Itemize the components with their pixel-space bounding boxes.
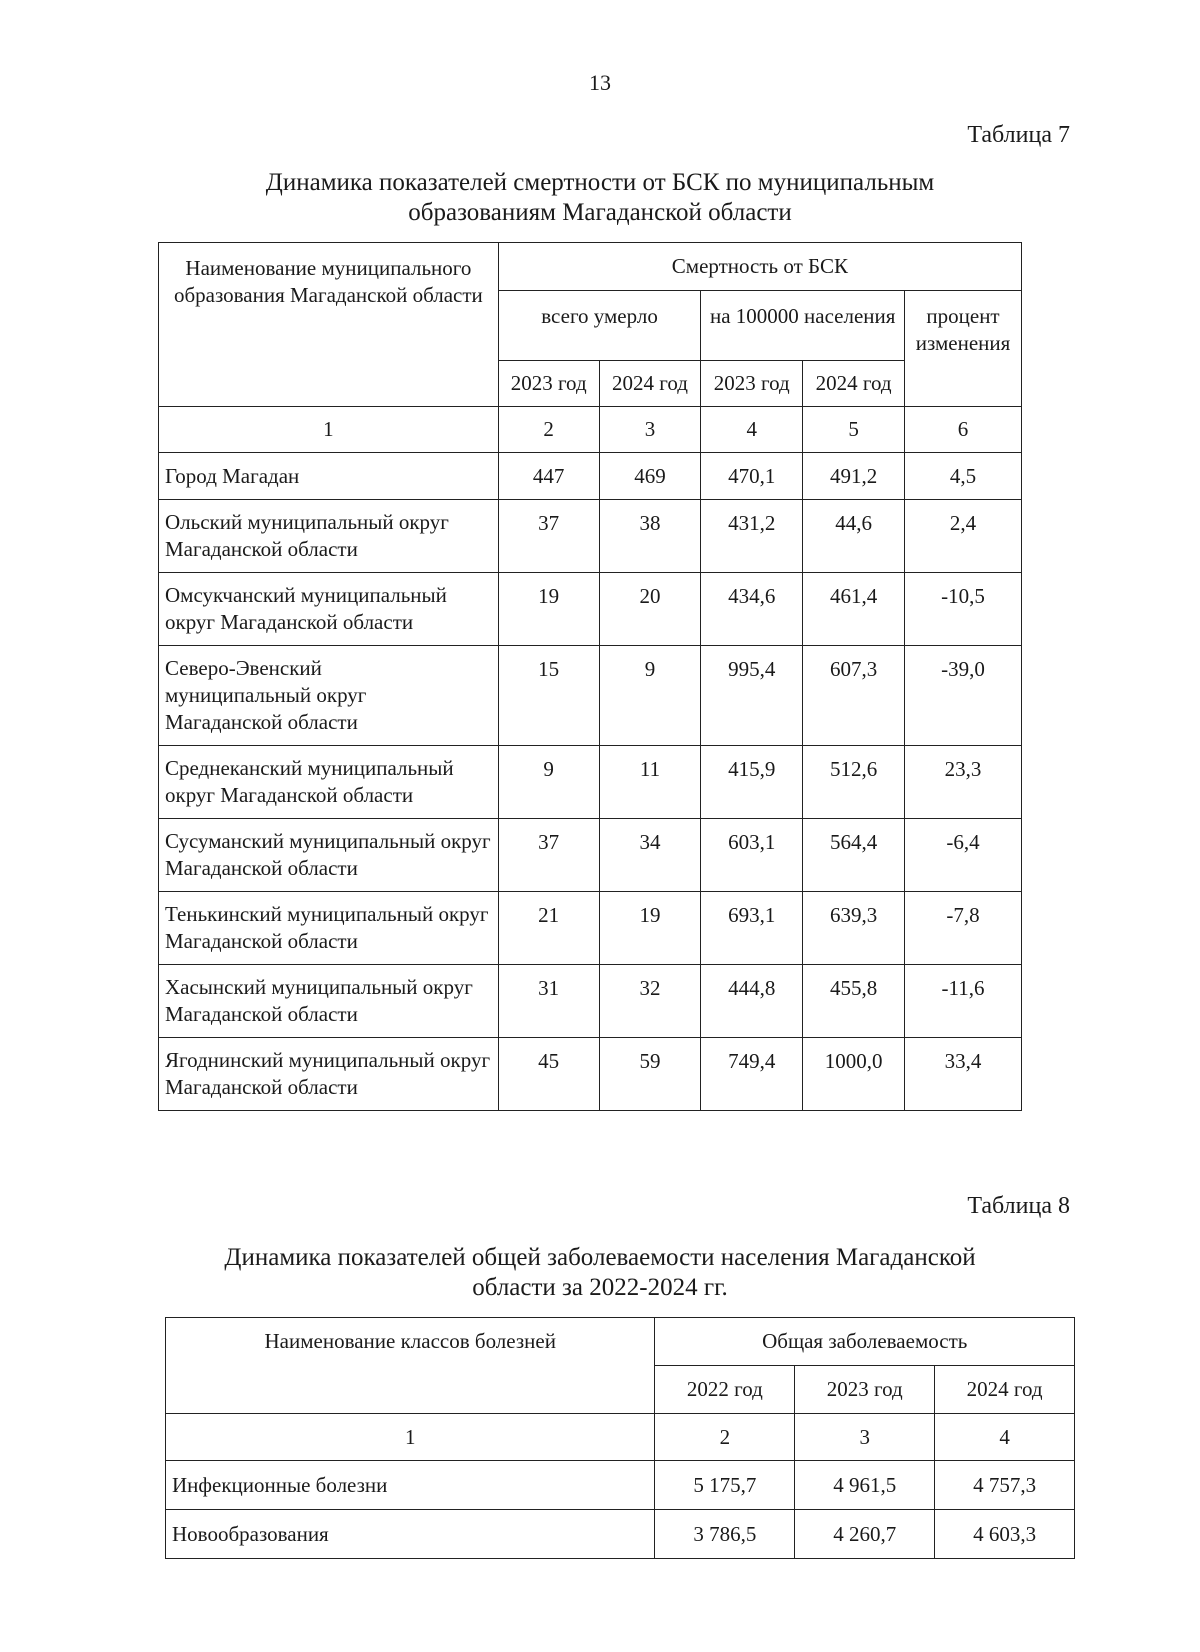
t8-header-group: Общая заболеваемость [655,1318,1075,1366]
t8-header-2022: 2022 год [655,1366,795,1414]
t7-row-name: Тенькинский муниципальный округ Магаданской области [159,892,499,965]
t7-cell: 607,3 [803,646,905,746]
t7-row [159,965,1022,1038]
t7-colnum: 2 [498,407,599,453]
t7-row-name: Ольский муниципальный округ Магаданской области [159,500,499,573]
table8-title-line1: Динамика показателей общей заболеваемости населения Магаданской [224,1244,976,1271]
t7-colnum: 6 [905,407,1022,453]
t7-cell: 21 [498,892,599,965]
t7-cell: 461,4 [803,573,905,646]
t7-header-total-died: всего умерло [498,291,701,361]
t7-cell: 1000,0 [803,1038,905,1111]
t7-cell: 444,8 [701,965,803,1038]
t7-cell: -6,4 [905,819,1022,892]
t7-cell: 603,1 [701,819,803,892]
t7-cell: 33,4 [905,1038,1022,1111]
t7-cell: 34 [599,819,701,892]
t8-colnum: 1 [166,1414,655,1461]
t7-cell: -39,0 [905,646,1022,746]
t7-cell: 415,9 [701,746,803,819]
t7-row [159,573,1022,646]
t7-cell: 19 [599,892,701,965]
t8-row-name: Инфекционные болезни [166,1461,655,1510]
t7-row [159,646,1022,746]
t7-cell: 470,1 [701,453,803,500]
page-number: 13 [589,70,611,95]
table8-title [0,1243,1200,1303]
t7-cell: 491,2 [803,453,905,500]
t7-cell: 749,4 [701,1038,803,1111]
t8-cell: 5 175,7 [655,1461,795,1510]
t8-cell: 4 603,3 [935,1510,1075,1559]
t7-cell: 59 [599,1038,701,1111]
t7-cell: 20 [599,573,701,646]
t7-header-group: Смертность от БСК [498,243,1021,291]
t8-header-2024: 2024 год [935,1366,1075,1414]
t7-row [159,819,1022,892]
t7-cell: 455,8 [803,965,905,1038]
t8-colnum: 2 [655,1414,795,1461]
t7-cell: 434,6 [701,573,803,646]
t7-cell: -7,8 [905,892,1022,965]
table7-title [0,168,1200,228]
t7-cell: 37 [498,819,599,892]
t7-row [159,500,1022,573]
t7-colnum: 5 [803,407,905,453]
t7-cell: 9 [498,746,599,819]
t7-row-name: Северо-Эвенский муниципальный округ Магаданской области [159,646,499,746]
t8-cell: 4 757,3 [935,1461,1075,1510]
t7-cell: 995,4 [701,646,803,746]
t7-cell: 23,3 [905,746,1022,819]
t8-cell: 3 786,5 [655,1510,795,1559]
t7-row-name: Сусуманский муниципальный округ Магаданской области [159,819,499,892]
t7-row [159,453,1022,500]
t7-colnum: 1 [159,407,499,453]
t7-cell: 32 [599,965,701,1038]
t7-cell: 693,1 [701,892,803,965]
table7-caption: Таблица 7 [967,122,1070,148]
t7-cell: 19 [498,573,599,646]
t7-cell: 469 [599,453,701,500]
t7-cell: -11,6 [905,965,1022,1038]
t7-cell: 11 [599,746,701,819]
table8-title-line2: области за 2022-2024 гг. [472,1274,728,1301]
t7-row-name: Хасынский муниципальный округ Магаданской области [159,965,499,1038]
t7-cell: -10,5 [905,573,1022,646]
t8-row [166,1461,1075,1510]
t7-row-name: Омсукчанский муниципальный округ Магаданской области [159,573,499,646]
t7-header-percent-change: процент изменения [905,291,1022,407]
t7-cell: 512,6 [803,746,905,819]
t7-row [159,892,1022,965]
table8-caption: Таблица 8 [967,1193,1070,1219]
t7-row-name: Ягоднинский муниципальный округ Магаданской области [159,1038,499,1111]
t7-cell: 4,5 [905,453,1022,500]
t7-cell: 2,4 [905,500,1022,573]
t7-row [159,746,1022,819]
t7-colnum: 3 [599,407,701,453]
t8-colnum: 3 [795,1414,935,1461]
t7-cell: 44,6 [803,500,905,573]
t8-row [166,1510,1075,1559]
t7-cell: 38 [599,500,701,573]
t7-cell: 564,4 [803,819,905,892]
t8-row-name: Новообразования [166,1510,655,1559]
table7-title-line2: образованиям Магаданской области [408,199,792,226]
t7-cell: 45 [498,1038,599,1111]
t8-cell: 4 961,5 [795,1461,935,1510]
t7-cell: 639,3 [803,892,905,965]
t7-row-name: Среднеканский муниципальный округ Магаданской области [159,746,499,819]
t7-row-name: Город Магадан [159,453,499,500]
table7-title-line1: Динамика показателей смертности от БСК по муниципальным [265,169,935,196]
t7-cell: 15 [498,646,599,746]
t7-header-2024-died: 2024 год [599,361,701,407]
t7-cell: 37 [498,500,599,573]
t7-header-per-100000: на 100000 населения [701,291,905,361]
t7-header-2023-rate: 2023 год [701,361,803,407]
t8-cell: 4 260,7 [795,1510,935,1559]
t7-colnum: 4 [701,407,803,453]
t7-cell: 431,2 [701,500,803,573]
t8-header-name: Наименование классов болезней [166,1318,655,1414]
table8 [165,1317,1075,1559]
t8-header-2023: 2023 год [795,1366,935,1414]
t8-colnum: 4 [935,1414,1075,1461]
t7-header-name: Наименование муниципального образования Магаданской области [159,243,499,407]
t7-cell: 9 [599,646,701,746]
t7-cell: 447 [498,453,599,500]
table7 [158,242,1022,1111]
t7-header-2024-rate: 2024 год [803,361,905,407]
t7-row [159,1038,1022,1111]
t7-header-2023-died: 2023 год [498,361,599,407]
t7-cell: 31 [498,965,599,1038]
